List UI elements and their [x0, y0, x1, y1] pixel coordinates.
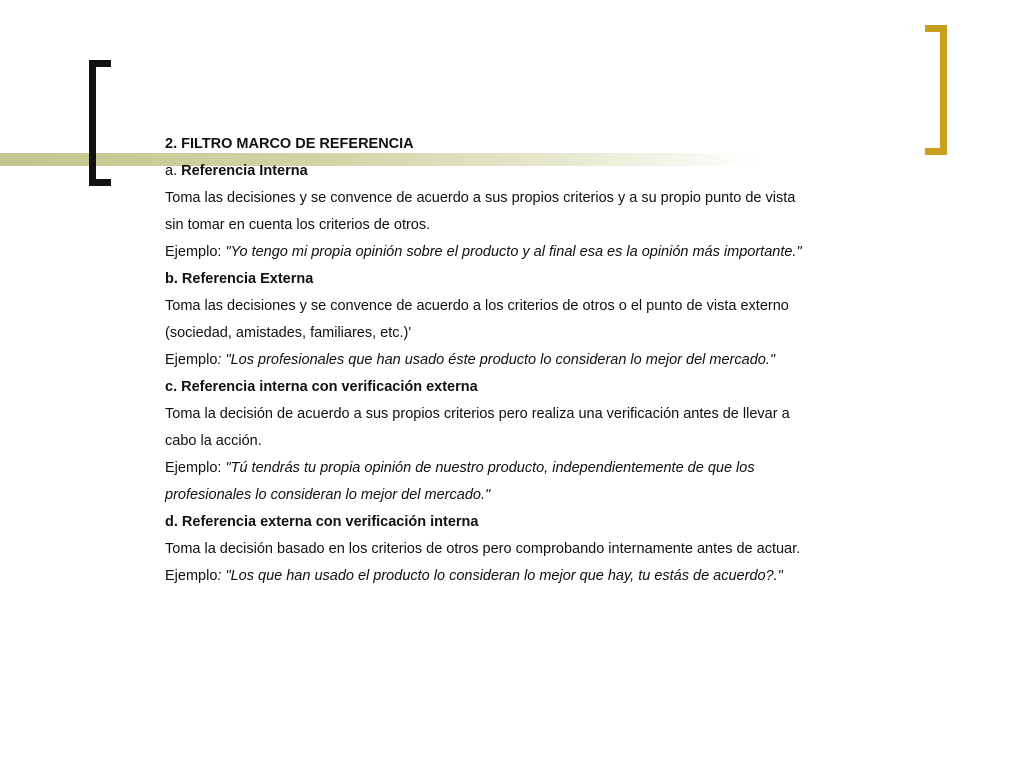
- section-description-line: (sociedad, amistades, familiares, etc.)': [165, 325, 412, 341]
- section-description-line: Toma las decisiones y se convence de acuerdo a sus propios criterios y a su propio punto de vista: [165, 190, 796, 206]
- section-heading-text: b. Referencia Externa: [165, 271, 314, 287]
- example-label: Ejemplo: [165, 352, 218, 368]
- example-text: "Yo tengo mi propia opinión sobre el producto y al final esa es la opinión más importante.": [225, 244, 802, 260]
- section-description-line: sin tomar en cuenta los criterios de otros.: [165, 217, 431, 233]
- section-example: [165, 347, 845, 374]
- section-example: [165, 239, 845, 266]
- section-example: [165, 455, 845, 482]
- example-label: Ejemplo:: [165, 460, 226, 476]
- example-label: Ejemplo: [165, 568, 218, 584]
- section-heading-b: [165, 266, 845, 293]
- example-text: "Tú tendrás tu propia opinión de nuestro producto, independientemente de que los: [225, 460, 755, 476]
- section-heading-d: [165, 509, 845, 536]
- slide-content: [165, 131, 845, 590]
- example-text: : "Los profesionales que han usado éste producto lo consideran lo mejor del mercado.": [217, 352, 775, 368]
- left-bracket-decoration: [89, 60, 111, 186]
- right-bracket-decoration: [925, 25, 947, 155]
- example-text: : "Los que han usado el producto lo consideran lo mejor que hay, tu estás de acuerdo?.": [217, 568, 783, 584]
- section-heading-text: c. Referencia interna con verificación externa: [165, 379, 478, 395]
- section-description-line: Toma las decisiones y se convence de acuerdo a los criterios de otros o el punto de vista externo: [165, 298, 789, 314]
- section-example: [165, 563, 845, 590]
- section-heading-text: Referencia Interna: [181, 163, 308, 179]
- section-heading-a: [165, 158, 845, 185]
- slide-title: 2. FILTRO MARCO DE REFERENCIA: [165, 136, 414, 152]
- section-prefix: a.: [165, 163, 182, 179]
- section-heading-text: d. Referencia externa con verificación interna: [165, 514, 479, 530]
- section-heading-c: [165, 374, 845, 401]
- example-text-continued: profesionales lo consideran lo mejor del mercado.": [165, 487, 491, 503]
- example-label: Ejemplo:: [165, 244, 226, 260]
- section-description-line: Toma la decisión basado en los criterios de otros pero comprobando internamente antes de actuar.: [165, 541, 801, 557]
- section-description-line: cabo la acción.: [165, 433, 262, 449]
- section-description-line: Toma la decisión de acuerdo a sus propios criterios pero realiza una verificación antes de llevar a: [165, 406, 790, 422]
